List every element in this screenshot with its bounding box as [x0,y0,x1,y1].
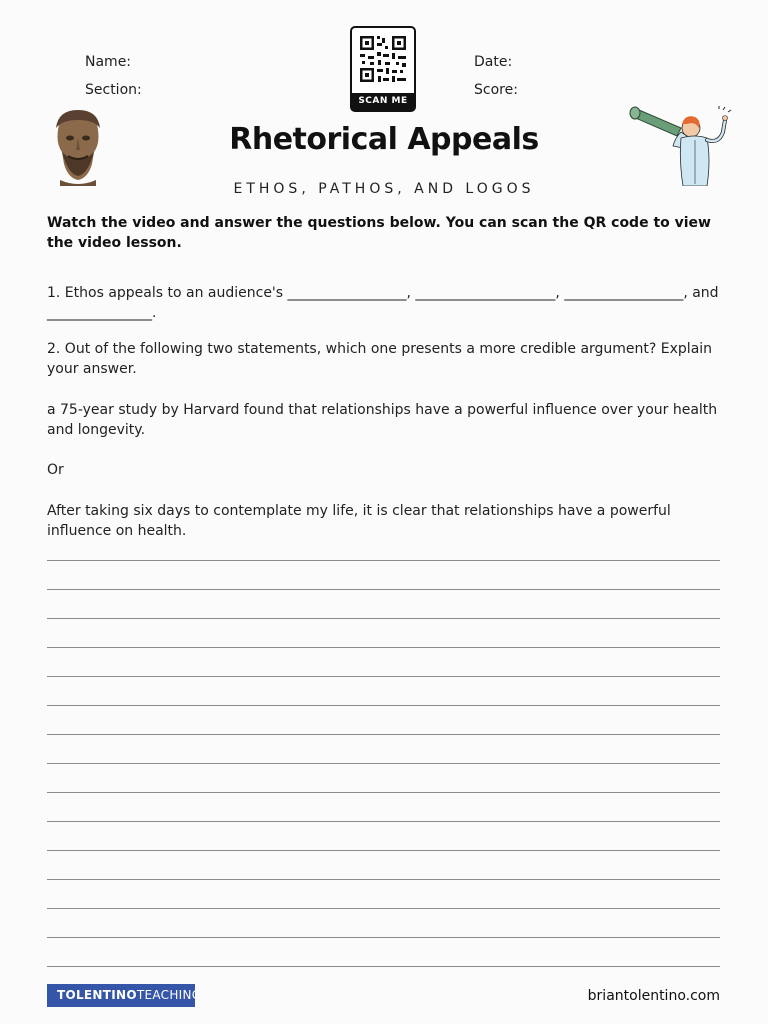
qr-code-icon [352,28,414,92]
question-1: 1. Ethos appeals to an audience's _________________, ____________________, _________________, and _______________. [47,285,719,321]
answer-line[interactable] [47,879,720,880]
answer-line[interactable] [47,821,720,822]
instructions: Watch the video and answer the questions below. You can scan the QR code to view the video lesson. [47,215,711,251]
brand-light: TEACHING [136,988,202,1002]
date-label: Date: [474,54,513,70]
name-label: Name: [85,54,132,70]
answer-line[interactable] [47,705,720,706]
answer-line[interactable] [47,589,720,590]
website-link[interactable]: briantolentino.com [587,988,720,1004]
statement-a: a 75-year study by Harvard found that relationships have a powerful influence over your health and longevity. [47,402,718,438]
qr-code[interactable] [350,26,416,112]
answer-line[interactable] [47,850,720,851]
score-label: Score: [474,82,518,98]
or-separator: Or [47,462,64,478]
question-2: 2. Out of the following two statements, which one presents a more credible argument? Explain your answer. [47,341,713,377]
answer-line[interactable] [47,966,720,967]
page-title: Rhetorical Appeals [229,122,539,157]
answer-line[interactable] [47,937,720,938]
page-subtitle: ETHOS, PATHOS, AND LOGOS [233,181,535,197]
answer-line[interactable] [47,734,720,735]
answer-line[interactable] [47,560,720,561]
answer-line[interactable] [47,647,720,648]
section-label: Section: [85,82,142,98]
answer-line[interactable] [47,792,720,793]
answer-line[interactable] [47,618,720,619]
statement-b: After taking six days to contemplate my life, it is clear that relationships have a powerful influence on health. [47,503,671,539]
answer-line[interactable] [47,676,720,677]
brand-badge [47,984,202,1007]
qr-caption: SCAN ME [352,93,414,110]
answer-line[interactable] [47,908,720,909]
brand-bold: TOLENTINO [57,988,137,1002]
answer-line[interactable] [47,763,720,764]
